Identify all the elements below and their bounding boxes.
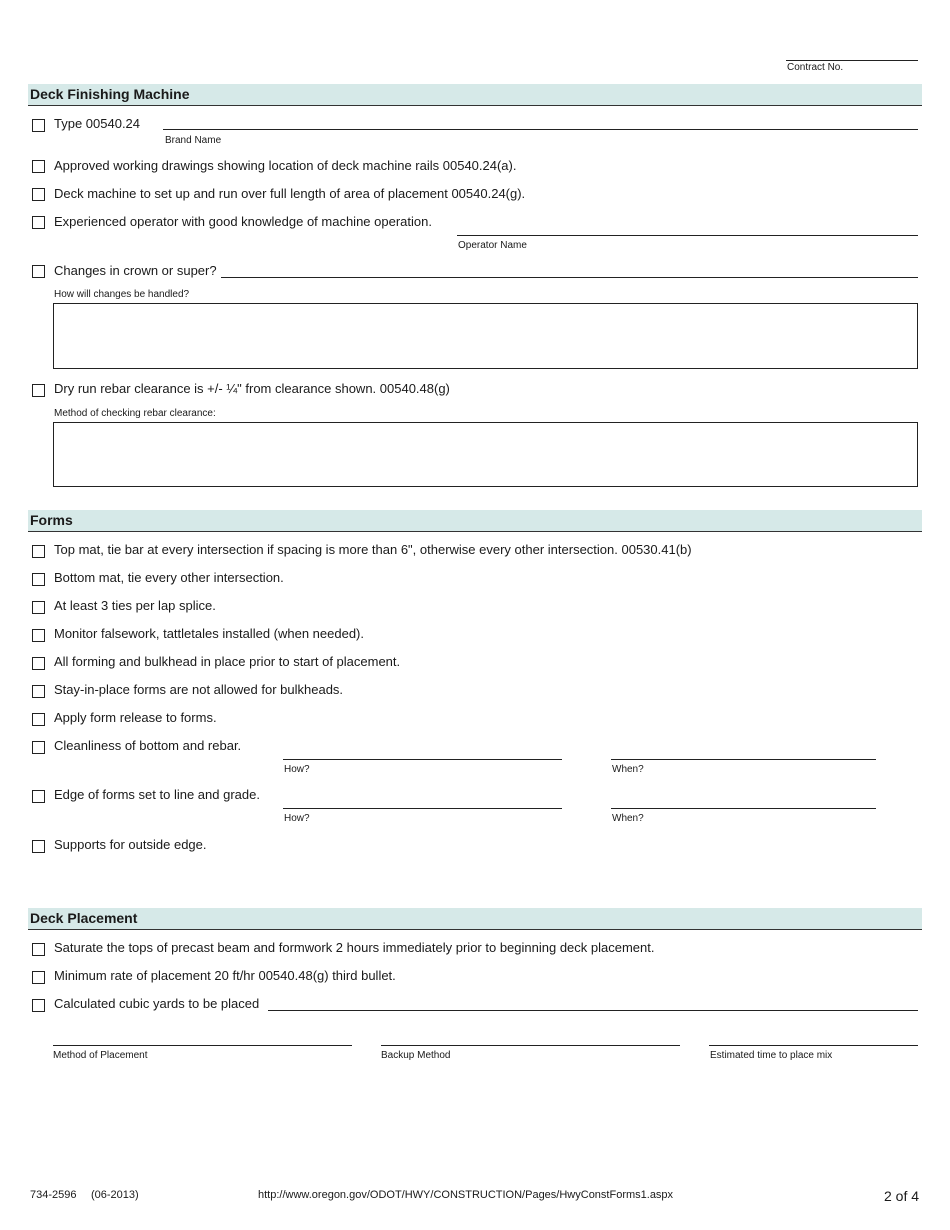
how-label: How? [284, 813, 310, 824]
contract-no-label: Contract No. [787, 62, 844, 73]
forms-item-text: Top mat, tie bar at every intersection if spacing is more than 6", otherwise every other intersection. 00530.41(b) [54, 542, 692, 557]
section-title: Forms [30, 512, 73, 528]
setup-run-text: Deck machine to set up and run over full length of area of placement 00540.24(g). [54, 186, 526, 201]
checkbox-bottom-mat[interactable] [32, 573, 45, 586]
method-of-placement-line[interactable] [53, 1045, 352, 1046]
cubic-yards-line[interactable] [268, 1010, 918, 1011]
form-revision: (06-2013) [91, 1189, 139, 1201]
checkbox-saturate[interactable] [32, 943, 45, 956]
placement-item-text: Calculated cubic yards to be placed [54, 996, 260, 1011]
cleanliness-how-line[interactable] [283, 759, 562, 760]
checkbox-stay-in-place[interactable] [32, 685, 45, 698]
forms-item-text: Cleanliness of bottom and rebar. [54, 738, 242, 753]
section-title: Deck Placement [30, 910, 138, 926]
checkbox-approved-drawings[interactable] [32, 160, 45, 173]
dry-run-text: Dry run rebar clearance is +/- ¼" from clearance shown. 00540.48(g) [54, 381, 450, 396]
when-label: When? [612, 764, 644, 775]
section-header-deck-finishing [28, 84, 922, 106]
method-of-placement-label: Method of Placement [53, 1050, 148, 1061]
checkbox-setup-run[interactable] [32, 188, 45, 201]
changes-crown-text: Changes in crown or super? [54, 263, 217, 278]
brand-name-line[interactable] [163, 129, 918, 130]
checkbox-form-release[interactable] [32, 713, 45, 726]
forms-item-text: Monitor falsework, tattletales installed (when needed). [54, 626, 364, 641]
page-number: 2 of 4 [884, 1188, 920, 1204]
forms-item-text: Supports for outside edge. [54, 837, 207, 852]
how-changes-textarea[interactable] [53, 303, 918, 369]
checkbox-edge-forms[interactable] [32, 790, 45, 803]
forms-item-text: At least 3 ties per lap splice. [54, 598, 216, 613]
checkbox-top-mat[interactable] [32, 545, 45, 558]
checkbox-supports-edge[interactable] [32, 840, 45, 853]
type-label: Type 00540.24 [54, 116, 141, 131]
experienced-operator-text: Experienced operator with good knowledge of machine operation. [54, 214, 432, 229]
footer-url[interactable]: http://www.oregon.gov/ODOT/HWY/CONSTRUCTION/Pages/HwyConstForms1.aspx [258, 1189, 674, 1201]
how-changes-label: How will changes be handled? [54, 289, 190, 300]
forms-item-text: Edge of forms set to line and grade. [54, 787, 260, 802]
approved-drawings-text: Approved working drawings showing location of deck machine rails 00540.24(a). [54, 158, 517, 173]
contract-no-line[interactable] [786, 60, 918, 61]
section-header-forms [28, 510, 922, 532]
when-label: When? [612, 813, 644, 824]
estimated-time-label: Estimated time to place mix [710, 1050, 833, 1061]
forms-item-text: Apply form release to forms. [54, 710, 217, 725]
changes-crown-line[interactable] [221, 277, 918, 278]
how-label: How? [284, 764, 310, 775]
checkbox-cleanliness[interactable] [32, 741, 45, 754]
checkbox-dry-run[interactable] [32, 384, 45, 397]
placement-item-text: Minimum rate of placement 20 ft/hr 00540.48(g) third bullet. [54, 968, 396, 983]
checkbox-type[interactable] [32, 119, 45, 132]
checkbox-experienced-operator[interactable] [32, 216, 45, 229]
forms-item-text: Bottom mat, tie every other intersection. [54, 570, 284, 585]
checkbox-forming-bulkhead[interactable] [32, 657, 45, 670]
checkbox-cubic-yards[interactable] [32, 999, 45, 1012]
edge-forms-when-line[interactable] [611, 808, 876, 809]
method-checking-label: Method of checking rebar clearance: [54, 408, 216, 419]
cleanliness-when-line[interactable] [611, 759, 876, 760]
operator-name-label: Operator Name [458, 240, 527, 251]
edge-forms-how-line[interactable] [283, 808, 562, 809]
checkbox-changes-crown[interactable] [32, 265, 45, 278]
forms-item-text: Stay-in-place forms are not allowed for bulkheads. [54, 682, 344, 697]
operator-name-line[interactable] [457, 235, 918, 236]
brand-name-label: Brand Name [165, 135, 222, 146]
backup-method-line[interactable] [381, 1045, 680, 1046]
form-number: 734-2596 [30, 1189, 77, 1201]
forms-item-text: All forming and bulkhead in place prior to start of placement. [54, 654, 401, 669]
estimated-time-line[interactable] [709, 1045, 918, 1046]
checkbox-minimum-rate[interactable] [32, 971, 45, 984]
checkbox-falsework[interactable] [32, 629, 45, 642]
section-title: Deck Finishing Machine [30, 86, 190, 102]
method-checking-textarea[interactable] [53, 422, 918, 487]
placement-item-text: Saturate the tops of precast beam and formwork 2 hours immediately prior to beginning deck placement. [54, 940, 655, 955]
section-header-deck-placement [28, 908, 922, 930]
backup-method-label: Backup Method [381, 1050, 451, 1061]
checkbox-lap-splice[interactable] [32, 601, 45, 614]
